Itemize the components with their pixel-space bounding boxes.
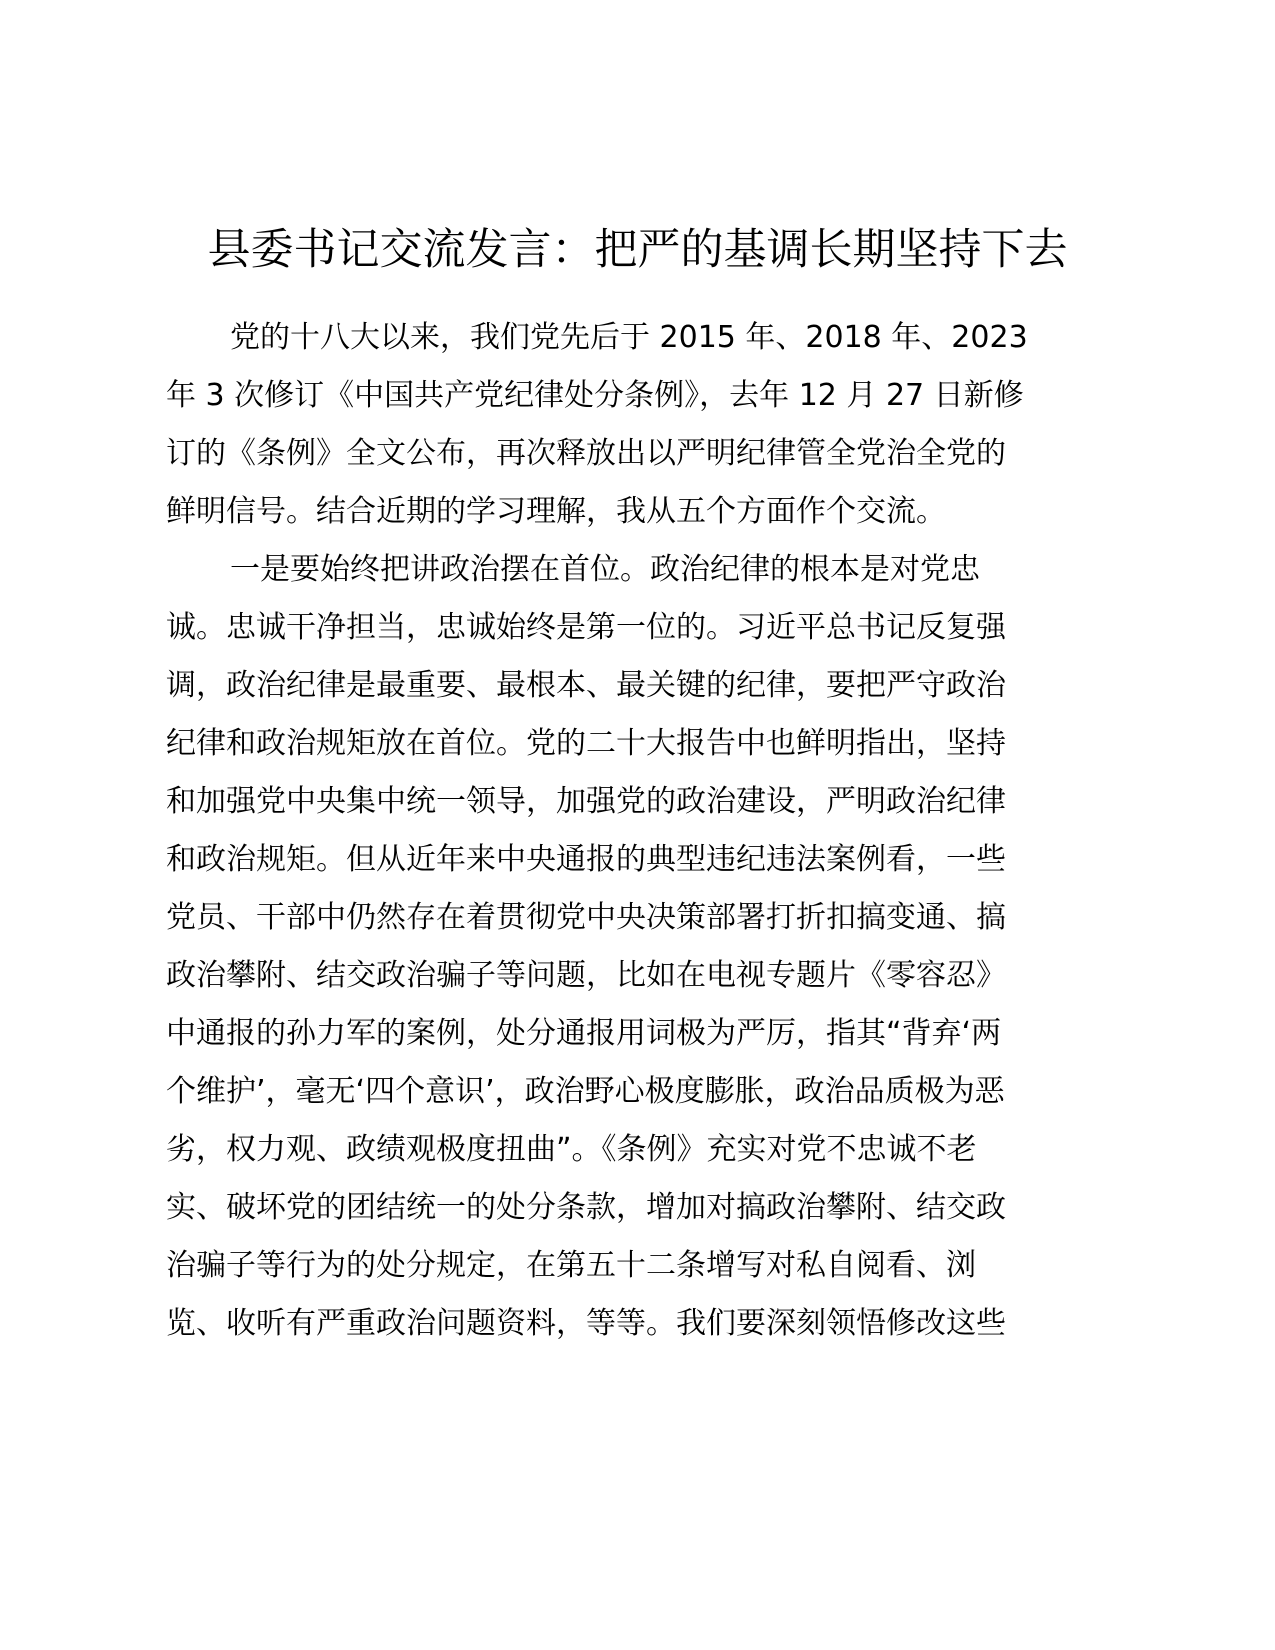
text-line: 年 3 次修订《中国共产党纪律处分条例》，去年 12 月 27 日新修 bbox=[166, 378, 1024, 413]
text-line: 中通报的孙力军的案例，处分通报用词极为严厉，指其“背弃‘两 bbox=[166, 1016, 1002, 1051]
text-line: 劣，权力观、政绩观极度扭曲”。《条例》充实对党不忠诚不老 bbox=[166, 1132, 977, 1167]
text-line: 治骗子等行为的处分规定，在第五十二条增写对私自阅看、浏 bbox=[166, 1248, 976, 1283]
text-line: 诚。忠诚干净担当，忠诚始终是第一位的。习近平总书记反复强 bbox=[166, 610, 1006, 645]
text-line: 个维护’，毫无‘四个意识’，政治野心极度膨胀，政治品质极为恶 bbox=[166, 1074, 1005, 1109]
text-line: 实、破坏党的团结统一的处分条款，增加对搞政治攀附、结交政 bbox=[166, 1190, 1006, 1225]
text-line: 和加强党中央集中统一领导，加强党的政治建设，严明政治纪律 bbox=[166, 784, 1006, 819]
text-line: 党员、干部中仍然存在着贯彻党中央决策部署打折扣搞变通、搞 bbox=[166, 900, 1006, 935]
text-line: 订的《条例》全文公布，再次释放出以严明纪律管全党治全党的 bbox=[166, 436, 1006, 471]
text-line: 党的十八大以来，我们党先后于 2015 年、2018 年、2023 bbox=[230, 320, 1028, 355]
text-line: 调，政治纪律是最重要、最根本、最关键的纪律，要把严守政治 bbox=[166, 668, 1006, 703]
text-line: 一是要始终把讲政治摆在首位。政治纪律的根本是对党忠 bbox=[230, 552, 980, 587]
text-line: 和政治规矩。但从近年来中央通报的典型违纪违法案例看，一些 bbox=[166, 842, 1006, 877]
paragraph-1 bbox=[166, 309, 1111, 541]
text-line: 览、收听有严重政治问题资料，等等。我们要深刻领悟修改这些 bbox=[166, 1306, 1006, 1341]
document-title: 县委书记交流发言：把严的基调长期坚持下去 bbox=[207, 225, 1068, 275]
text-line: 纪律和政治规矩放在首位。党的二十大报告中也鲜明指出，坚持 bbox=[166, 726, 1006, 761]
text-line: 鲜明信号。结合近期的学习理解，我从五个方面作个交流。 bbox=[166, 494, 946, 529]
text-line: 政治攀附、结交政治骗子等问题，比如在电视专题片《零容忍》 bbox=[166, 958, 1006, 993]
paragraph-2 bbox=[166, 541, 1111, 1353]
